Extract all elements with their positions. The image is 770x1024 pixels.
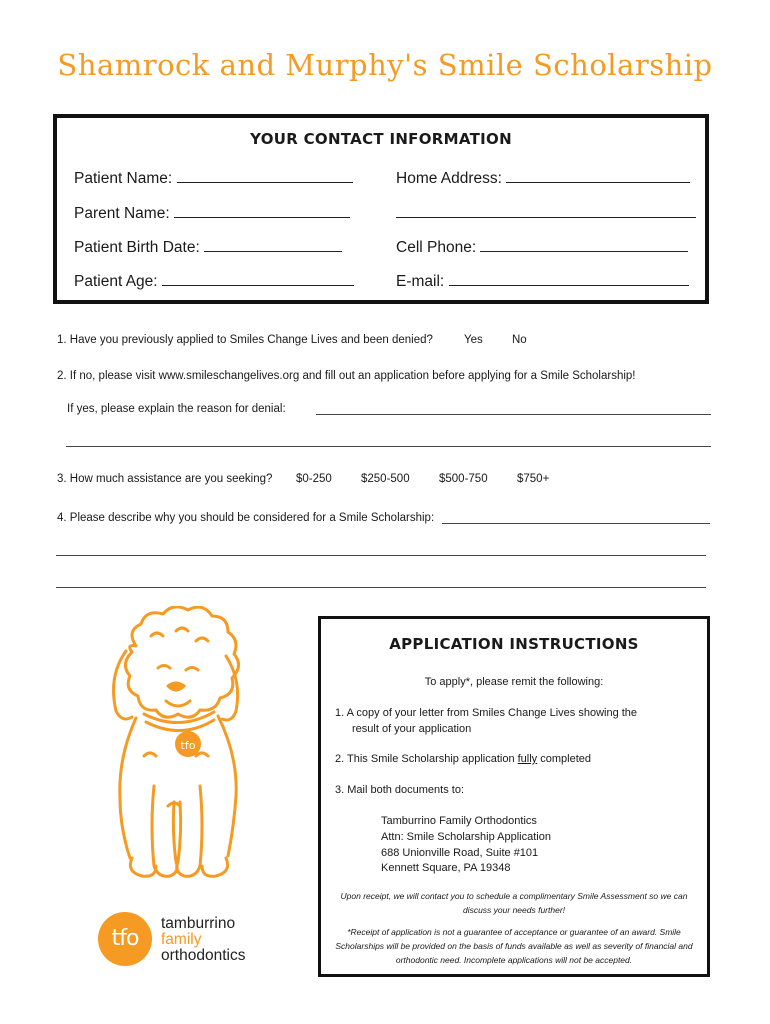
question-4: 4. Please describe why you should be considered for a Smile Scholarship:	[57, 512, 435, 524]
contact-info-section	[53, 114, 709, 304]
patient-age-field[interactable]: Patient Age:	[74, 271, 354, 291]
home-address-line2-field[interactable]	[396, 203, 696, 223]
disclaimer-note: *Receipt of application is not a guarantee of acceptance or guarantee of an award. Smile Scholarships will be provided on the basis of funds available as well as severity of financial and orthodontic need. Incomplete applications will not be accepted.	[335, 927, 693, 965]
birth-date-field[interactable]: Patient Birth Date:	[74, 237, 342, 257]
question-3: 3. How much assistance are you seeking?	[57, 473, 273, 485]
reason-line-3[interactable]	[56, 587, 706, 588]
application-instructions-section	[318, 616, 710, 977]
tfo-logo-text: tamburrino family orthodontics	[161, 915, 246, 964]
amount-option-1[interactable]: $0-250	[296, 473, 332, 485]
mailing-address-line-1: Tamburrino Family Orthodontics	[381, 815, 537, 827]
reason-line-2[interactable]	[56, 555, 706, 556]
denial-reason-line-2[interactable]	[66, 446, 711, 447]
instruction-item-1: 1. A copy of your letter from Smiles Change Lives showing the	[335, 707, 638, 719]
amount-option-4[interactable]: $750+	[517, 473, 550, 485]
instruction-item-1-cont: result of your application	[352, 723, 472, 735]
mailing-address-line-2: Attn: Smile Scholarship Application	[381, 831, 551, 843]
q1-no-option[interactable]: No	[512, 334, 527, 346]
dog-mascot-illustration	[96, 606, 276, 906]
tfo-logo-mark: tfo	[98, 912, 152, 966]
email-field[interactable]: E-mail:	[396, 271, 689, 291]
instructions-heading: APPLICATION INSTRUCTIONS	[389, 635, 639, 653]
amount-option-2[interactable]: $250-500	[361, 473, 410, 485]
cell-phone-field[interactable]: Cell Phone:	[396, 237, 688, 257]
denial-reason-line-1[interactable]	[316, 414, 711, 415]
amount-option-3[interactable]: $500-750	[439, 473, 488, 485]
page-title: Shamrock and Murphy's Smile Scholarship	[57, 48, 713, 82]
question-2-followup: If yes, please explain the reason for denial:	[67, 403, 286, 415]
patient-name-field[interactable]: Patient Name:	[74, 168, 353, 188]
instructions-intro: To apply*, please remit the following:	[424, 676, 604, 688]
q1-yes-option[interactable]: Yes	[464, 334, 483, 346]
reason-line-1[interactable]	[442, 523, 710, 524]
instruction-item-2: 2. This Smile Scholarship application fully completed	[335, 753, 591, 765]
mailing-address-line-4: Kennett Square, PA 19348	[381, 862, 511, 874]
contact-heading: YOUR CONTACT INFORMATION	[250, 130, 512, 148]
parent-name-field[interactable]: Parent Name:	[74, 203, 350, 223]
instruction-item-3: 3. Mail both documents to:	[335, 784, 465, 796]
question-2: 2. If no, please visit www.smileschangelives.org and fill out an application before applying for a Smile Scholarship!	[57, 370, 636, 382]
home-address-field[interactable]: Home Address:	[396, 168, 690, 188]
question-1: 1. Have you previously applied to Smiles Change Lives and been denied?	[57, 334, 433, 346]
mailing-address-line-3: 688 Unionville Road, Suite #101	[381, 847, 539, 859]
receipt-note: Upon receipt, we will contact you to schedule a complimentary Smile Assessment so we can discuss your needs further!	[340, 891, 688, 915]
collar-tag-text: tfo	[180, 739, 196, 752]
